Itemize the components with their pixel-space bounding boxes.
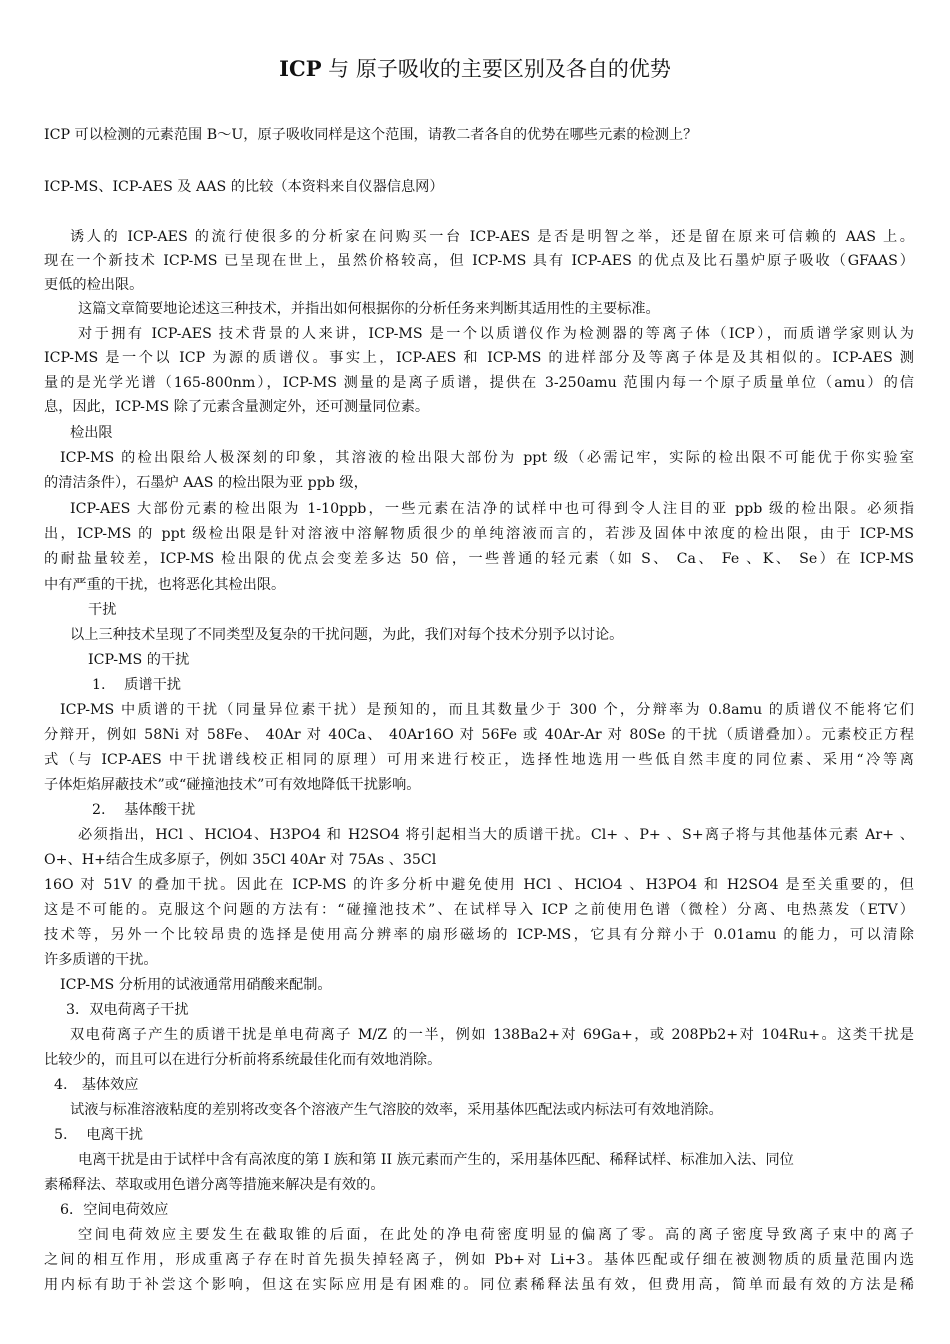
title-text: 与 原子吸收的主要区别及各自的优势	[321, 57, 671, 81]
paragraph-line: 许多质谱的干扰。	[44, 952, 158, 968]
subheading-space-charge: 6．空间电荷效应	[60, 1202, 169, 1218]
subheading-matrix-effect: 4. 基体效应	[54, 1077, 139, 1093]
paragraph-line: 的清洁条件），石墨炉 AAS 的检出限为亚 ppb 级，	[44, 475, 368, 491]
paragraph-line: ICP-MS 是一个以 ICP 为源的质谱仪。事实上，ICP-AES 和 ICP-MS 的进样部分及等离子体是及其相似的。ICP-AES 测	[44, 350, 914, 366]
paragraph-line: 素稀释法、萃取或用色谱分离等措施来解决是有效的。	[44, 1177, 385, 1193]
subheading-detection-limit: 检出限	[70, 425, 113, 441]
paragraph-line: 更低的检出限。	[44, 277, 144, 293]
section-heading-comparison: ICP-MS、ICP-AES 及 AAS 的比较（本资料来自仪器信息网）	[44, 179, 444, 195]
paragraph-line: ICP-MS 分析用的试液通常用硝酸来配制。	[60, 977, 332, 993]
paragraph-line: 这篇文章简要地论述这三种技术，并指出如何根据你的分析任务来判断其适用性的主要标准。	[78, 301, 660, 317]
paragraph-line: 诱人的 ICP-AES 的流行使很多的分析家在问购买一台 ICP-AES 是否是明智之举，还是留在原来可信赖的 AAS 上。	[70, 229, 914, 245]
subheading-double-charge: 3．双电荷离子干扰	[66, 1002, 189, 1018]
subheading-mass-spectral: 1. 质谱干扰	[92, 677, 181, 693]
question-line: ICP 可以检测的元素范围 B～U，原子吸收同样是这个范围，请教二者各自的优势在哪些元素的检测上？	[44, 127, 698, 143]
paragraph-line: 子体炬焰屏蔽技术”或“碰撞池技术”可有效地降低干扰影响。	[44, 777, 421, 793]
paragraph-line: 电离干扰是由于试样中含有高浓度的第 I 族和第 II 族元素而产生的，采用基体匹配、稀释试样、标准加入法、同位	[78, 1152, 794, 1168]
paragraph-line: 现在一个新技术 ICP-MS 已呈现在世上，虽然价格较高，但 ICP-MS 具有 ICP-AES 的优点及比石墨炉原子吸收（GFAAS）	[44, 253, 914, 269]
paragraph-line: 对于拥有 ICP-AES 技术背景的人来讲，ICP-MS 是一个以质谱仪作为检测器的等离子体（ICP），而质谱学家则认为	[78, 326, 914, 342]
paragraph-line: 比较少的，而且可以在进行分析前将系统最佳化而有效地消除。	[44, 1052, 442, 1068]
paragraph-line: ICP-AES 大部份元素的检出限为 1-10ppb，一些元素在洁净的试样中也可得到令人注目的亚 ppb 级的检出限。必须指	[70, 501, 914, 517]
paragraph-line: O+、H+结合生成多原子，例如 35Cl 40Ar 对 75As 、35Cl	[44, 852, 437, 868]
paragraph-line: 分辩开，例如 58Ni 对 58Fe、 40Ar 对 40Ca、 40Ar16O 对 56Fe 或 40Ar-Ar 对 80Se 的干扰（质谱叠加）。元素校正方程	[44, 727, 914, 743]
paragraph-line: 试液与标准溶液粘度的差别将改变各个溶液产生气溶胶的效率，采用基体匹配法或内标法可有效地消除。	[70, 1102, 723, 1118]
title-acronym: ICP	[279, 56, 322, 81]
subheading-interference: 干扰	[88, 602, 117, 618]
paragraph-line: 16O 对 51V 的叠加干扰。因此在 ICP-MS 的许多分析中避免使用 HCl 、HClO4 、H3PO4 和 H2SO4 是至关重要的，但	[44, 877, 914, 893]
paragraph-line: 式（与 ICP-AES 中干扰谱线校正相同的原理）可用来进行校正，选择性地选用一些低自然丰度的同位素、采用“冷等离	[44, 752, 914, 768]
subheading-ionization: 5. 电离干扰	[54, 1127, 143, 1143]
paragraph-line: 息，因此，ICP-MS 除了元素含量测定外，还可测量同位素。	[44, 399, 430, 415]
paragraph-line: ICP-MS 中质谱的干扰（同量异位素干扰）是预知的，而且其数量少于 300 个，分辩率为 0.8amu 的质谱仪不能将它们	[60, 702, 914, 718]
paragraph-line: 中有严重的干扰，也将恶化其检出限。	[44, 577, 286, 593]
subheading-matrix-acid: 2. 基体酸干扰	[92, 802, 196, 818]
paragraph-line: 这是不可能的。克服这个问题的方法有：“碰撞池技术”、在试样导入 ICP 之前使用色谱（微栓）分离、电热蒸发（ETV）	[44, 902, 914, 918]
paragraph-line: 出，ICP-MS 的 ppt 级检出限是针对溶液中溶解物质很少的单纯溶液而言的，若涉及固体中浓度的检出限，由于 ICP-MS	[44, 526, 914, 542]
page-title	[0, 52, 950, 86]
paragraph-line: 的耐盐量较差，ICP-MS 检出限的优点会变差多达 50 倍，一些普通的轻元素（如 S、 Ca、 Fe 、K、 Se）在 ICP-MS	[44, 551, 914, 567]
paragraph-line: 必须指出，HCl 、HClO4、H3PO4 和 H2SO4 将引起相当大的质谱干扰。Cl+ 、P+ 、S+离子将与其他基体元素 Ar+ 、	[78, 827, 914, 843]
paragraph-line: 以上三种技术呈现了不同类型及复杂的干扰问题，为此，我们对每个技术分别予以讨论。	[70, 627, 624, 643]
paragraph-line: 空间电荷效应主要发生在截取锥的后面，在此处的净电荷密度明显的偏离了零。高的离子密度导致离子束中的离子	[78, 1227, 914, 1243]
paragraph-line: 技术等，另外一个比较昂贵的选择是使用高分辨率的扇形磁场的 ICP-MS，它具有分辩小于 0.01amu 的能力，可以清除	[44, 927, 914, 943]
paragraph-line: 之间的相互作用，形成重离子存在时首先损失掉轻离子，例如 Pb+对 Li+3。基体匹配或仔细在被测物质的质量范围内选	[44, 1252, 914, 1268]
paragraph-line: ICP-MS 的检出限给人极深刻的印象，其溶液的检出限大部份为 ppt 级（必需记牢，实际的检出限不可能优于你实验室	[60, 450, 914, 466]
paragraph-line: 用内标有助于补尝这个影响，但这在实际应用是有困难的。同位素稀释法虽有效，但费用高，简单而最有效的方法是稀	[44, 1277, 914, 1293]
paragraph-line: 量的是光学光谱（165-800nm），ICP-MS 测量的是离子质谱，提供在 3-250amu 范围内每一个原子质量单位（amu）的信	[44, 375, 914, 391]
subheading-icpms-interference: ICP-MS 的干扰	[88, 652, 190, 668]
paragraph-line: 双电荷离子产生的质谱干扰是单电荷离子 M/Z 的一半，例如 138Ba2+对 69Ga+，或 208Pb2+对 104Ru+。这类干扰是	[70, 1027, 914, 1043]
